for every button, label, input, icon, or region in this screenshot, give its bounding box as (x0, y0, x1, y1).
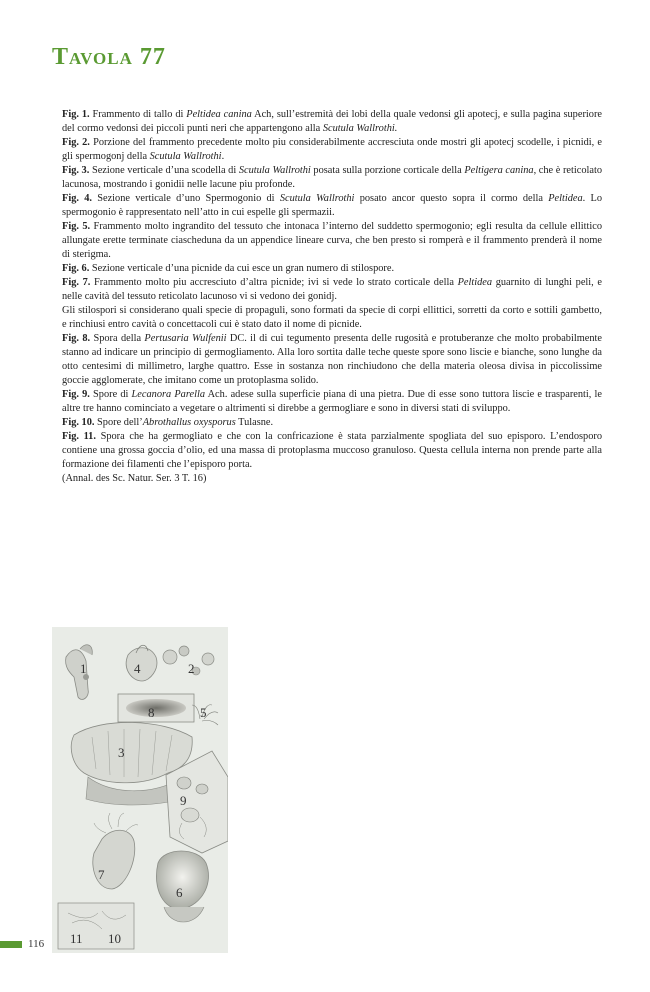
caption-text: , che è reticolato lacunosa, mostrando i gonidii nelle lacune piu profonde. (62, 165, 602, 190)
figure-captions (62, 108, 602, 486)
plate-label-9: 9 (180, 793, 187, 808)
plate-label-11: 11 (70, 931, 83, 946)
caption-text: Sezione verticale d’una scodella di (89, 165, 239, 176)
plate-label-3: 3 (118, 745, 125, 760)
figure-label: Fig. 11. (62, 431, 96, 442)
caption-text: Spore di (89, 389, 132, 400)
species-name: Lecanora Parella (131, 389, 205, 400)
caption-paragraph (62, 164, 602, 192)
caption-paragraph (62, 108, 602, 136)
caption-text: . Lo spermogonio è rappresentato nell’atto in cui espelle gli spermazii. (62, 193, 603, 218)
caption-text: posato ancor questo sopra il cormo della (354, 193, 549, 204)
caption-paragraph (62, 332, 602, 388)
species-name: Abrothallus oxysporus (142, 417, 236, 428)
caption-paragraph (62, 472, 602, 486)
figure-label: Fig. 1. (62, 109, 90, 120)
caption-text: posata sulla porzione corticale della (310, 165, 465, 176)
caption-text: Gli stilospori si considerano quali specie di propaguli, sono formati da specie di corpi ellittici, sorretti da corto e sottili gambetto, e rinchiusi entro cavità o concettacoli cui è stato dato il nome di picnide. (62, 305, 602, 330)
caption-text: (Annal. des Sc. Natur. Ser. 3 T. 16) (62, 473, 207, 484)
plate-label-8: 8 (148, 705, 155, 720)
caption-text: Ach. adese sulla superficie piana di una pietra. Due di esse sono tuttora liscie e trasparenti, le altre tre hanno cominciato a vegetare o altrimenti si direbbe a germogliare e sono in diversi stati di sviluppo. (62, 389, 602, 414)
caption-text: Spora che ha germogliato e che con la confricazione è stata parzialmente spogliata del suo episporo. L’endosporo contiene una grossa goccia d’olio, ed una massa di protoplasma muccoso granuloso. Questa cellula interna non prende parte alla formazione dei filamenti che l’episporo porta. (62, 431, 602, 470)
caption-paragraph (62, 416, 602, 430)
caption-text: Frammento molto ingrandito del tessuto che intonaca l’interno del suddetto spermogonio; egli resulta da cellule ellittico allungate erette terminate ciascheduna da un appendice lineare curva, che ben presto si romperà e il frammento prenderà il nome di sterigma. (62, 221, 602, 260)
plate-label-6: 6 (176, 885, 183, 900)
caption-text: Spore dell’ (94, 417, 143, 428)
species-name: Scutula Wallrothi (238, 165, 311, 176)
caption-paragraph (62, 276, 602, 304)
plate-label-2: 2 (188, 661, 195, 676)
plate-label-4: 4 (134, 661, 141, 676)
caption-paragraph (62, 136, 602, 164)
species-name: Peltidea canina (186, 109, 252, 120)
figure-label: Fig. 5. (62, 221, 91, 232)
species-name: Peltigera canina (464, 165, 534, 176)
plate-label-10: 10 (108, 931, 121, 946)
figure-label: Fig. 7. (62, 277, 91, 288)
species-name: Scutula Wallrothi (149, 151, 222, 162)
species-name: Peltidea (457, 277, 493, 288)
figure-label: Fig. 2. (62, 137, 90, 148)
caption-text: . (221, 151, 225, 162)
figure-label: Fig. 9. (62, 389, 90, 400)
figure-label: Fig. 3. (62, 165, 90, 176)
caption-paragraph (62, 192, 602, 220)
caption-text: Porzione del frammento precedente molto piu considerabilmente accresciuta onde mostri gli apotecj scodelle, i picnidi, e gli spermogonj della (62, 137, 602, 162)
caption-text: DC. il di cui tegumento presenta delle rugosità e protuberanze che molto probabilmente stanno ad indicare un principio di germogliamento. Alla loro sortita dalle teche queste spore sono liscie e bianche, sono lunghe da otto centesimi di millimetro, larghe quattro. Esse in sostanza non rinchiudono che della materia oleosa divisa in piccolissime goccie agglomerate, che imitano come un protoplasma solido. (62, 333, 602, 386)
species-name: Pertusaria Wulfenii (144, 333, 227, 344)
plate-label-5: 5 (200, 705, 207, 720)
caption-text: Ach, sull’estremità dei lobi della quale vedonsi gli apotecj, e sulla pagina superiore del cormo vedonsi dei piccoli punti neri che appartengono alla (62, 109, 602, 134)
page-number: 116 (28, 938, 45, 950)
plate-drawing (52, 627, 228, 953)
caption-paragraph (62, 430, 602, 472)
caption-paragraph (62, 220, 602, 262)
caption-text: Sezione verticale d’uno Spermogonio di (91, 193, 280, 204)
species-name: Scutula Wallrothi. (322, 123, 398, 134)
caption-paragraph (62, 262, 602, 276)
caption-text: Frammento molto piu accresciuto d’altra picnide; ivi si vede lo strato corticale della (90, 277, 458, 288)
species-name: Scutula Wallrothi (279, 193, 355, 204)
caption-text: guarnito di lunghi peli, e nelle cavità del tessuto reticolato lacunoso vi si vedono dei gonidj. (62, 277, 602, 302)
page-marker-bar (0, 941, 22, 948)
plate-label-1: 1 (80, 661, 87, 676)
page-title: Tavola 77 (52, 44, 166, 70)
plate-label-7: 7 (98, 867, 105, 882)
caption-text: Frammento di tallo di (89, 109, 187, 120)
figure-label: Fig. 8. (62, 333, 91, 344)
figure-label: Fig. 4. (62, 193, 92, 204)
caption-text: Tulasne. (235, 417, 274, 428)
caption-text: Spora della (90, 333, 145, 344)
botanical-plate-illustration (52, 627, 228, 953)
caption-paragraph (62, 304, 602, 332)
figure-label: Fig. 6. (62, 263, 90, 274)
caption-paragraph (62, 388, 602, 416)
caption-text: Sezione verticale d’una picnide da cui esce un gran numero di stilospore. (89, 263, 395, 274)
figure-label: Fig. 10. (62, 417, 95, 428)
species-name: Peltidea (548, 193, 583, 204)
